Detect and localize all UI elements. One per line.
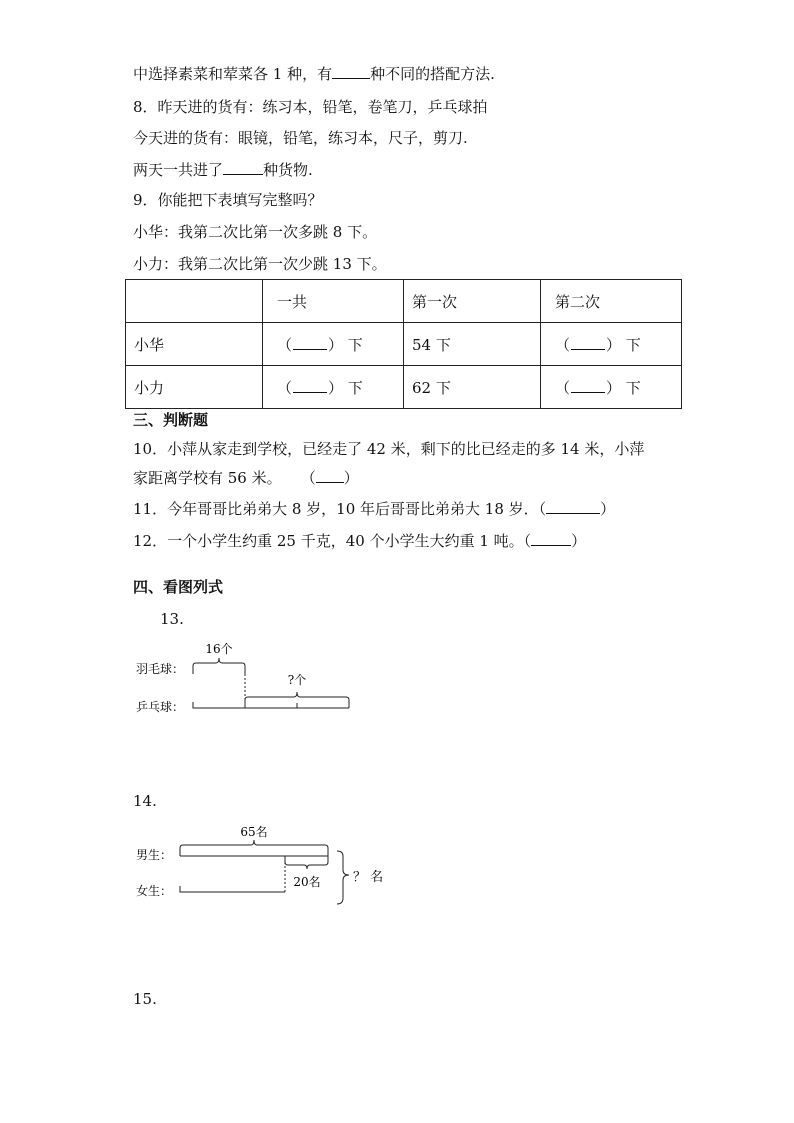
second-answer-cell[interactable]: （ ） 下 [541, 323, 682, 366]
q13-row1-label: 羽毛球： [136, 662, 185, 676]
answer-blank[interactable] [293, 380, 327, 393]
total-answer-cell[interactable]: （ ） 下 [263, 323, 404, 366]
unit-label: 下 [625, 378, 641, 397]
q14-diff-brace [285, 856, 328, 869]
q13-diagram [130, 636, 370, 730]
q8-line-2: 今天进的货有：眼镜，铅笔，练习本，尺子，剪刀. [133, 129, 468, 147]
table-row [126, 323, 682, 366]
section-3-heading: 三、判断题 [133, 411, 209, 429]
first-value: 54 下 [404, 323, 541, 366]
q13-number: 13. [160, 610, 184, 628]
table-header-cell: 第一次 [404, 280, 541, 323]
q11-text: 11．今年哥哥比弟弟大 8 岁，10 年后哥哥比弟弟大 18 岁． [133, 500, 539, 518]
q13-pingpong-bar [193, 702, 349, 708]
q14-total-brace [337, 851, 349, 904]
q9-xiaoli-statement: 小力：我第二次比第一次少跳 13 下。 [133, 255, 387, 273]
q14-top-value: 65名 [240, 825, 268, 839]
q8-text-post: 种货物. [263, 161, 313, 179]
q10-line-2: 家距离学校有 56 米。 （ ） [133, 469, 359, 487]
q14-diagram [130, 818, 390, 917]
q12-text: 12．一个小学生约重 25 千克，40 个小学生大约重 1 吨。 [133, 532, 524, 550]
q14-girls-bar [180, 886, 285, 892]
row-name: 小华 [126, 323, 263, 366]
table-header-cell [126, 280, 263, 323]
row-name: 小力 [126, 366, 263, 409]
table-header-row [126, 280, 682, 323]
q13-row2-label: 乒乓球： [136, 700, 185, 714]
unit-label: 下 [347, 335, 363, 354]
q14-diff-value: 20名 [293, 875, 321, 889]
first-value: 62 下 [404, 366, 541, 409]
q12-line: 12．一个小学生约重 25 千克，40 个小学生大约重 1 吨。（ ） [133, 532, 587, 550]
q12-answer-blank[interactable] [531, 533, 571, 546]
q8-line-1: 8．昨天进的货有：练习本，铅笔，卷笔刀，乒乓球拍 [133, 98, 488, 116]
unit-label: 下 [625, 335, 641, 354]
q14-number: 14. [133, 792, 157, 810]
q9-table [125, 279, 682, 409]
q10-text: 家距离学校有 56 米。 [133, 469, 282, 487]
answer-blank[interactable] [571, 380, 605, 393]
second-answer-cell[interactable]: （ ） 下 [541, 366, 682, 409]
total-answer-cell[interactable]: （ ） 下 [263, 366, 404, 409]
q14-row2-label: 女生： [136, 884, 173, 898]
answer-blank[interactable] [571, 337, 605, 350]
q8-text-pre: 两天一共进了 [133, 161, 224, 179]
q8-answer-blank[interactable] [223, 160, 263, 175]
q14-row1-label: 男生： [136, 848, 173, 862]
q13-top-value: 16个 [205, 642, 233, 656]
q14-top-brace [180, 840, 328, 856]
table-row [126, 366, 682, 409]
answer-blank[interactable] [293, 337, 327, 350]
q9-title: 9．你能把下表填写完整吗？ [133, 191, 323, 209]
q13-question-label: ?个 [287, 673, 307, 687]
section-4-heading: 四、看图列式 [133, 578, 224, 596]
q7-text-pre: 中选择素菜和荤菜各 1 种，有 [133, 65, 333, 83]
table-header-cell: 一共 [263, 280, 404, 323]
q8-line-3 [133, 160, 313, 180]
q14-question-label: ？ 名 [353, 870, 384, 885]
q11-line: 11．今年哥哥比弟弟大 8 岁，10 年后哥哥比弟弟大 18 岁．（ ） [133, 500, 616, 518]
q10-line-1: 10．小萍从家走到学校，已经走了 42 米，剩下的比已经走的多 14 米，小萍 [133, 440, 645, 458]
q13-top-brace [193, 658, 245, 674]
q7-tail [133, 64, 495, 84]
unit-label: 下 [347, 378, 363, 397]
q7-answer-blank[interactable] [332, 64, 370, 79]
q11-answer-blank[interactable] [546, 501, 600, 514]
q7-text-post: 种不同的搭配方法. [370, 65, 495, 83]
q10-answer-blank[interactable] [316, 470, 344, 483]
q9-xiaohua-statement: 小华：我第二次比第一次多跳 8 下。 [133, 223, 378, 241]
table-header-cell: 第二次 [541, 280, 682, 323]
q15-number: 15. [133, 990, 157, 1008]
